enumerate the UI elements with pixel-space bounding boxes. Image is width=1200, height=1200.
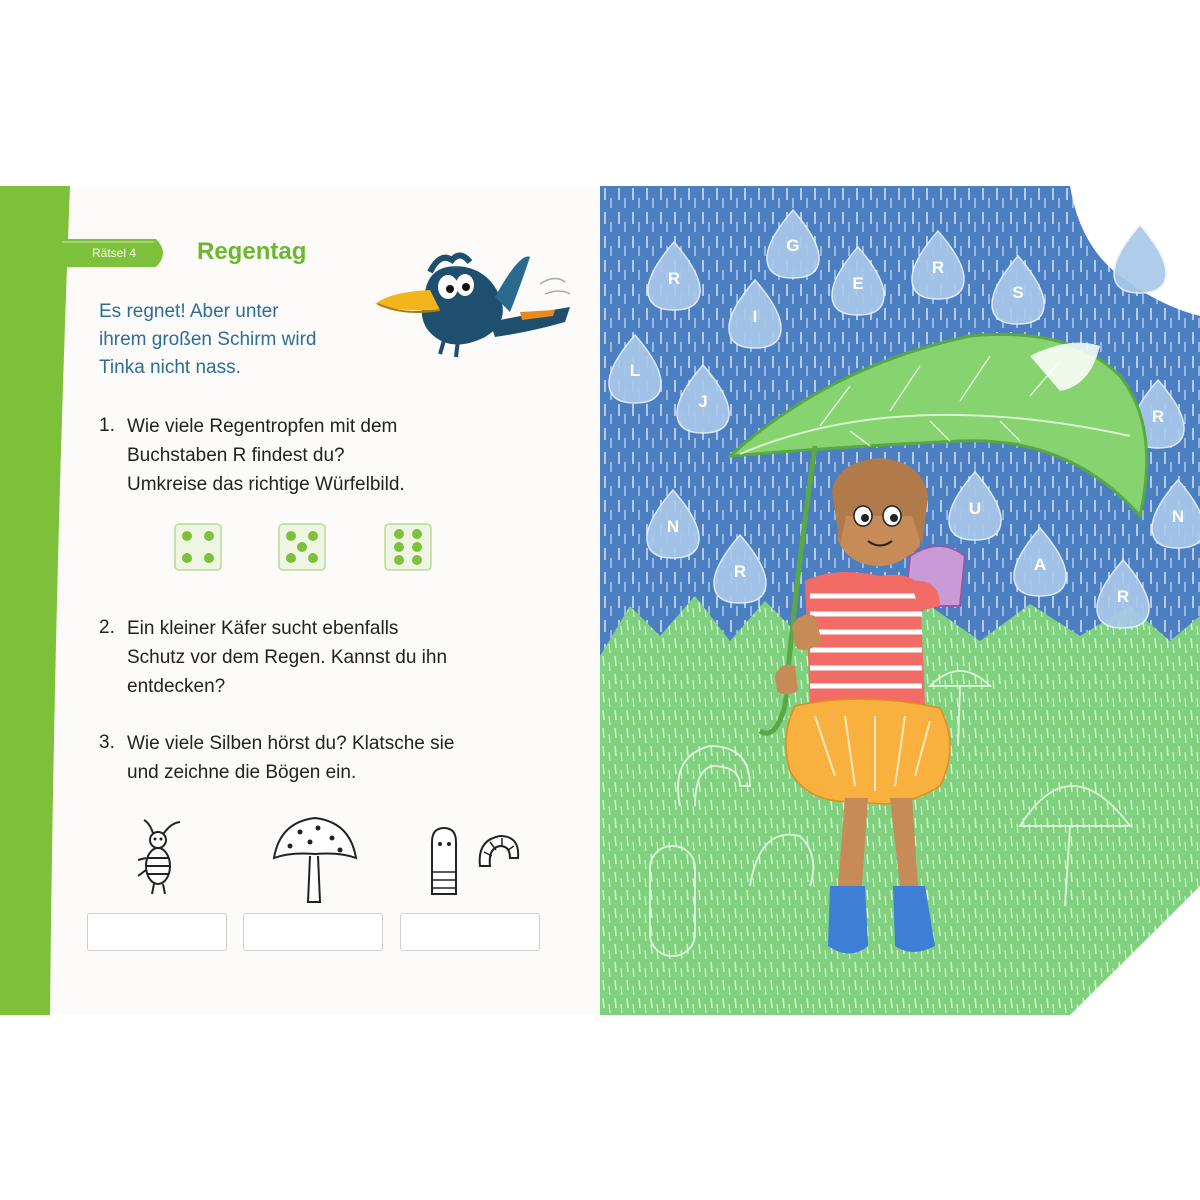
drop-letter: U	[968, 499, 982, 518]
dice-four[interactable]	[174, 523, 222, 571]
drop-letter: R	[1116, 587, 1130, 606]
question-line: und zeichne die Bögen ein.	[127, 762, 357, 783]
drop-letter: G	[786, 236, 800, 255]
question-number: 3.	[99, 732, 115, 753]
answer-box[interactable]	[243, 913, 383, 951]
drop-letter: A	[1033, 555, 1047, 574]
question-number: 2.	[99, 617, 115, 638]
answer-box[interactable]	[400, 913, 540, 951]
raven-illustration	[370, 242, 585, 362]
drop-letter: L	[629, 361, 641, 380]
question-line: Buchstaben R findest du?	[127, 445, 345, 466]
mushroom-icon	[270, 814, 360, 906]
question-line: Ein kleiner Käfer sucht ebenfalls	[127, 618, 399, 639]
puzzle-tag-label: Rätsel 4	[91, 246, 137, 260]
drop-letter: N	[666, 517, 680, 536]
page-title: Regentag	[197, 238, 307, 265]
dice-five[interactable]	[278, 523, 326, 571]
drop-letter: R	[931, 258, 945, 277]
question-line: Schutz vor dem Regen. Kannst du ihn	[127, 647, 448, 668]
drop-letter: N	[1171, 507, 1185, 526]
intro-line: Es regnet! Aber unter	[99, 301, 279, 322]
question-line: Wie viele Silben hörst du? Klatsche sie	[127, 733, 455, 754]
worm-icon	[422, 822, 522, 900]
drop-letter: J	[698, 392, 708, 411]
question-number: 1.	[99, 415, 115, 436]
beetle-icon	[130, 818, 190, 898]
drop-letter: S	[1012, 283, 1024, 302]
intro-line: ihrem großen Schirm wird	[99, 329, 317, 350]
drop-letter: E	[852, 274, 864, 293]
left-page	[0, 186, 600, 1015]
book-spread	[0, 186, 1200, 1015]
drop-letter: R	[733, 562, 747, 581]
question-line: Wie viele Regentropfen mit dem	[127, 416, 398, 437]
question-text	[127, 729, 454, 787]
answer-box[interactable]	[87, 913, 227, 951]
drop-letter: R	[1151, 407, 1165, 426]
right-page	[600, 186, 1200, 1015]
page-edge-curve	[44, 186, 84, 1015]
question-text	[127, 412, 405, 499]
page-edge-strip	[0, 186, 48, 1015]
intro-text	[99, 298, 379, 382]
question-line: Umkreise das richtige Würfelbild.	[127, 474, 405, 495]
drop-letter: R	[667, 269, 681, 288]
rain-illustration	[600, 186, 1200, 1015]
drop-letter: I	[752, 307, 758, 326]
intro-line: Tinka nicht nass.	[99, 357, 241, 378]
question-line: entdecken?	[127, 676, 226, 697]
question-text	[127, 614, 447, 701]
dice-six[interactable]	[384, 523, 432, 571]
